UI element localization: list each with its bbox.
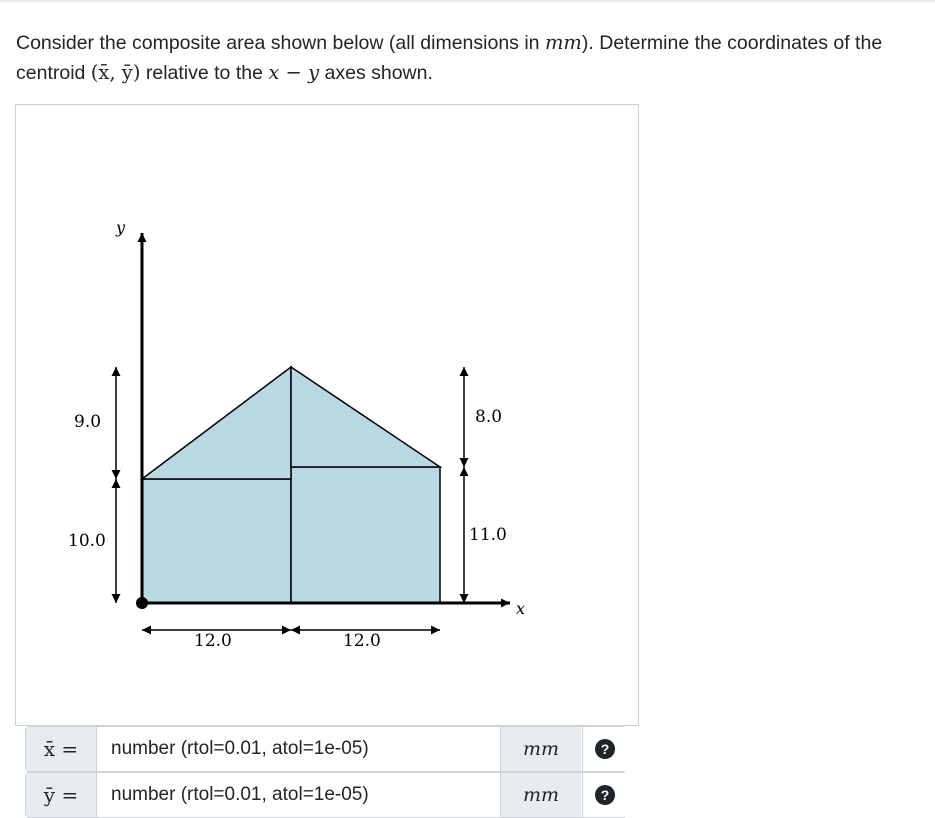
dim-label-left-lower: 10.0: [68, 531, 106, 551]
left-triangle: [142, 367, 291, 479]
question-mark-icon: ?: [595, 785, 615, 805]
y-axis-label: y: [116, 218, 126, 237]
y-bar-input[interactable]: [97, 773, 497, 817]
y-bar-help-button[interactable]: [582, 773, 627, 817]
question-mark-icon: ?: [595, 739, 615, 759]
question-part-2: ). Determine the coordinates of the centroid: [16, 32, 883, 84]
dim-label-right-upper: 8.0: [475, 407, 503, 427]
dim-label-left-upper: 9.0: [74, 412, 102, 432]
x-bar-unit: mm: [500, 727, 581, 771]
left-rectangle: [142, 479, 291, 603]
answer-row-y-bar: [25, 772, 627, 818]
dim-label-bottom-left: 12.0: [194, 631, 232, 651]
centroid-math: (x̄, ȳ): [90, 61, 141, 84]
unit-mm-math: mm: [544, 31, 582, 54]
question-part-1: Consider the composite area shown below (all dimensions in: [16, 32, 545, 54]
x-bar-label: x̄ =: [26, 727, 97, 771]
dim-label-bottom-right: 12.0: [343, 631, 381, 651]
x-axis-label: x: [516, 599, 526, 618]
question-text: [16, 28, 926, 88]
x-bar-help-button[interactable]: [582, 727, 627, 771]
y-bar-unit: mm: [500, 773, 581, 817]
answer-row-x-bar: [25, 726, 627, 772]
top-border: [0, 0, 935, 2]
y-bar-label: ȳ =: [26, 773, 97, 817]
x-bar-input[interactable]: [97, 727, 497, 771]
dim-label-right-lower: 11.0: [469, 525, 507, 545]
question-part-3: relative to the: [140, 62, 269, 84]
figure-container: [15, 104, 639, 726]
question-part-4: axes shown.: [319, 62, 433, 84]
axes-math: x − y: [268, 61, 320, 84]
right-rectangle: [291, 467, 440, 603]
origin-point: [136, 597, 148, 609]
right-triangle: [291, 367, 440, 467]
composite-area-figure: [16, 105, 638, 725]
